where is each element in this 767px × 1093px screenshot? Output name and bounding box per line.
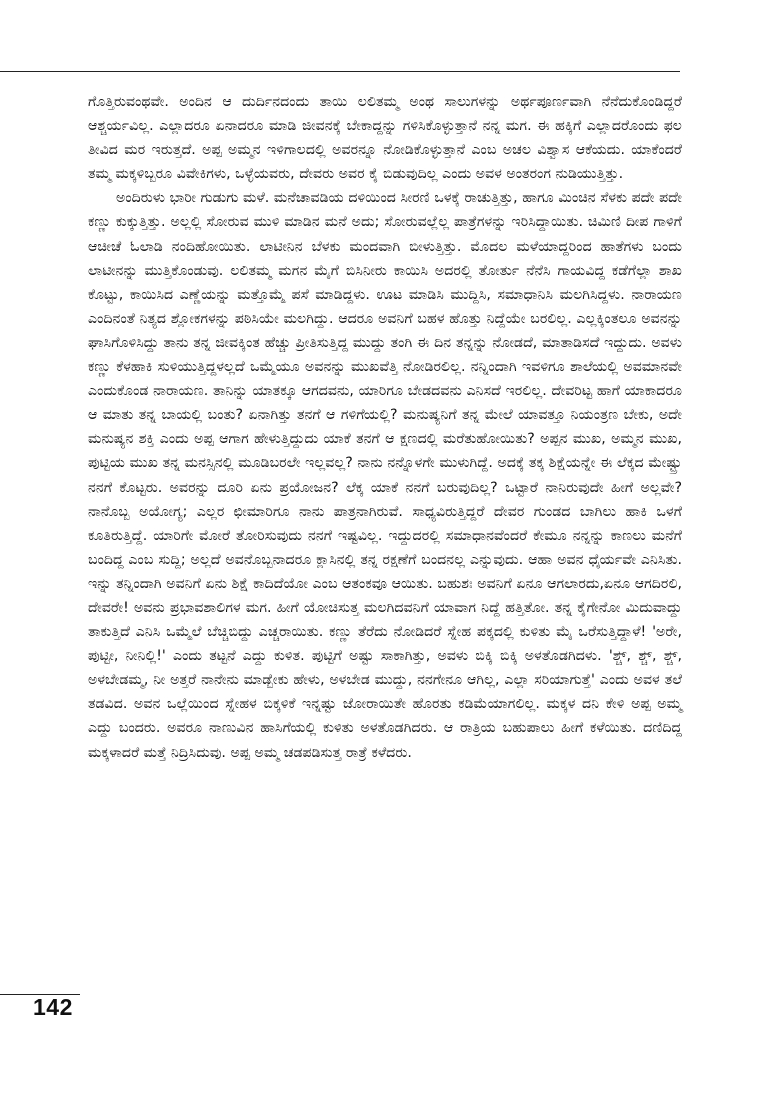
paragraph-1: ಗೊತ್ತಿರುವಂಥವೇ. ಅಂದಿನ ಆ ದುರ್ದಿನದಂದು ತಾಯಿ ಲಲಿತಮ್ಮ ಅಂಥ ಸಾಲುಗಳನ್ನು ಅರ್ಥಪೂರ್ಣವಾಗಿ ನೆನೆದುಕೊಂಡಿದ್ದರೆ ಆಶ್ಚರ್ಯವಿಲ್ಲ. ಎಲ್ಲಾದರೂ ಏನಾದರೂ ಮಾಡಿ ಜೀವನಕ್ಕೆ ಬೇಕಾದ್ದನ್ನು ಗಳಿಸಿಕೊಳ್ಳುತ್ತಾನೆ ನನ್ನ ಮಗ. ಈ ಹಕ್ಕಿಗೆ ಎಲ್ಲಾದರೊಂದು ಫಲ ತೀವಿದ ಮರ ಇರುತ್ತದೆ. ಅಪ್ಪ ಅಮ್ಮನ ಇಳಿಗಾಲದಲ್ಲಿ ಅವರನ್ನೂ ನೋಡಿಕೊಳ್ಳುತ್ತಾನೆ ಎಂಬ ಅಚಲ ವಿಶ್ವಾಸ ಆಕೆಯದು. ಯಾಕೆಂದರೆ ತಮ್ಮ ಮಕ್ಕಳಿಬ್ಬರೂ ವಿವೇಕಿಗಳು, ಒಳ್ಳೆಯವರು, ದೇವರು ಅವರ ಕೈ ಬಿಡುವುದಿಲ್ಲ ಎಂದು ಅವಳ ಅಂತರಂಗ ನುಡಿಯುತ್ತಿತ್ತು. — [88, 94, 682, 183]
page-number: 142 — [33, 994, 73, 1020]
header-rule — [0, 71, 680, 72]
paragraph-2: ಅಂದಿರುಳು ಭಾರೀ ಗುಡುಗು ಮಳೆ. ಮನೆಚಾವಡಿಯ ದಳಿಯಿಂದ ಸೀರಣಿ ಒಳಕ್ಕೆ ರಾಚುತ್ತಿತ್ತು, ಹಾಗೂ ಮಿಂಚಿನ ಸೆಳಕು ಪದೇ ಪದೇ ಕಣ್ಣು ಕುಕ್ಕುತ್ತಿತ್ತು. ಅಲ್ಲಲ್ಲಿ ಸೋರುವ ಮುಳಿ ಮಾಡಿನ ಮನೆ ಅದು; ಸೋರುವಲ್ಲೆಲ್ಲ ಪಾತ್ರೆಗಳನ್ನು ಇರಿಸಿದ್ದಾಯಿತು. ಚಿಮಿಣಿ ದೀಪ ಗಾಳಿಗೆ ಆಚೀಚೆ ಓಲಾಡಿ ನಂದಿಹೋಯಿತು. ಲಾಟೀನಿನ ಬೆಳಕು ಮಂದವಾಗಿ ಬೀಳುತ್ತಿತ್ತು. ಮೊದಲ ಮಳೆಯಾದ್ದರಿಂದ ಹಾತೆಗಳು ಬಂದು ಲಾಟೀನನ್ನು ಮುತ್ತಿಕೊಂಡುವು. ಲಲಿತಮ್ಮ ಮಗನ ಮೈಗೆ ಬಿಸಿನೀರು ಕಾಯಿಸಿ ಅದರಲ್ಲಿ ತೋರ್ತು ನೆನೆಸಿ ಗಾಯವಿದ್ದ ಕಡೆಗೆಲ್ಲಾ ಶಾಖ ಕೊಟ್ಟು, ಕಾಯಿಸಿದ ಎಣ್ಣೆಯನ್ನು ಮತ್ತೊಮ್ಮೆ ಪಸೆ ಮಾಡಿದ್ದಳು. ಊಟ ಮಾಡಿಸಿ ಮುದ್ದಿಸಿ, ಸಮಾಧಾನಿಸಿ ಮಲಗಿಸಿದ್ದಳು. ನಾರಾಯಣ ಎಂದಿನಂತೆ ನಿತ್ಯದ ಶ್ಲೋಕಗಳನ್ನು ಪಠಿಸಿಯೇ ಮಲಗಿದ್ದು. ಆದರೂ ಅವನಿಗೆ ಬಹಳ ಹೊತ್ತು ನಿದ್ದೆಯೇ ಬರಲಿಲ್ಲ. ಎಲ್ಲಕ್ಕಿಂತಲೂ ಅವನನ್ನು ಘಾಸಿಗೊಳಿಸಿದ್ದು ತಾನು ತನ್ನ ಜೀವಕ್ಕಿಂತ ಹೆಚ್ಚು ಪ್ರೀತಿಸುತ್ತಿದ್ದ ಮುದ್ದು ತಂಗಿ ಈ ದಿನ ತನ್ನನ್ನು ನೋಡದೆ, ಮಾತಾಡಿಸದೆ ಇದ್ದುದು. ಅವಳು ಕಣ್ಣು ಕೆಳಹಾಕಿ ಸುಳಿಯುತ್ತಿದ್ದಳಲ್ಲದೆ ಒಮ್ಮೆಯೂ ಅವನನ್ನು ಮುಖವೆತ್ತಿ ನೋಡಿರಲಿಲ್ಲ. ನನ್ನಿಂದಾಗಿ ಇವಳಿಗೂ ಶಾಲೆಯಲ್ಲಿ ಅವಮಾನವೇ ಎಂದುಕೊಂಡ ನಾರಾಯಣ. ತಾನಿನ್ನು ಯಾತಕ್ಕೂ ಆಗದವನು, ಯಾರಿಗೂ ಬೇಡದವನು ಎನಿಸದೆ ಇರಲಿಲ್ಲ. ದೇವರಿಟ್ಟ ಹಾಗೆ ಯಾಕಾದರೂ ಆ ಮಾತು ತನ್ನ ಬಾಯಲ್ಲಿ ಬಂತು? ಏನಾಗಿತ್ತು ತನಗೆ ಆ ಗಳಿಗೆಯಲ್ಲಿ? ಮನುಷ್ಯನಿಗೆ ತನ್ನ ಮೇಲೆ ಯಾವತ್ತೂ ನಿಯಂತ್ರಣ ಬೇಕು, ಅದೇ ಮನುಷ್ಯನ ಶಕ್ತಿ ಎಂದು ಅಪ್ಪ ಆಗಾಗ ಹೇಳುತ್ತಿದ್ದುದು ಯಾಕೆ ತನಗೆ ಆ ಕ್ಷಣದಲ್ಲಿ ಮರೆತುಹೋಯಿತು? ಅಪ್ಪನ ಮುಖ, ಅಮ್ಮನ ಮುಖ, ಪುಟ್ಟಿಯ ಮುಖ ತನ್ನ ಮನಸ್ಸಿನಲ್ಲಿ ಮೂಡಿಬರಲೇ ಇಲ್ಲವಲ್ಲ? ನಾನು ನನ್ನೊಳಗೇ ಮುಳುಗಿದ್ದೆ. ಅದಕ್ಕೆ ತಕ್ಕ ಶಿಕ್ಷೆಯನ್ನೇ ಈ ಲೆಕ್ಕದ ಮೇಷ್ಟ್ರು ನನಗೆ ಕೊಟ್ಟರು. ಅವರನ್ನು ದೂರಿ ಏನು ಪ್ರಯೋಜನ? ಲೆಕ್ಕ ಯಾಕೆ ನನಗೆ ಬರುವುದಿಲ್ಲ? ಒಟ್ಟಾರೆ ನಾನಿರುವುದೇ ಹೀಗೆ ಅಲ್ಲವೇ? ನಾನೊಬ್ಬ ಅಯೋಗ್ಯ; ಎಲ್ಲರ ಛೀಮಾರಿಗೂ ನಾನು ಪಾತ್ರನಾಗಿರುವೆ. ಸಾಧ್ಯವಿರುತ್ತಿದ್ದರೆ ದೇವರ ಗುಂಡದ ಬಾಗಿಲು ಹಾಕಿ ಒಳಗೆ ಕೂತಿರುತ್ತಿದ್ದೆ. ಯಾರಿಗೇ ಮೋರೆ ತೋರಿಸುವುದು ನನಗೆ ಇಷ್ಟವಿಲ್ಲ. ಇದ್ದುದರಲ್ಲಿ ಸಮಾಧಾನವೆಂದರೆ ಕೇಮೂ ನನ್ನನ್ನು ಕಾಣಲು ಮನೆಗೆ ಬಂದಿದ್ದ ಎಂಬ ಸುದ್ದಿ; ಅಲ್ಲದೆ ಅವನೊಬ್ಬನಾದರೂ ಕ್ಲಾಸಿನಲ್ಲಿ ತನ್ನ ರಕ್ಷಣೆಗೆ ಬಂದನಲ್ಲ ಎನ್ನುವುದು. ಆಹಾ ಅವನ ಧೈರ್ಯವೇ ಎನಿಸಿತು. ಇನ್ನು ತನ್ನಿಂದಾಗಿ ಅವನಿಗೆ ಏನು ಶಿಕ್ಷೆ ಕಾದಿದೆಯೋ ಎಂಬ ಆತಂಕವೂ ಆಯಿತು. ಬಹುಶಃ ಅವನಿಗೆ ಏನೂ ಆಗಲಾರದು,ಏನೂ ಆಗದಿರಲಿ, ದೇವರೇ! ಅವನು ಪ್ರಭಾವಶಾಲಿಗಳ ಮಗ. ಹೀಗೆ ಯೋಚಿಸುತ್ತ ಮಲಗಿದವನಿಗೆ ಯಾವಾಗ ನಿದ್ದೆ ಹತ್ತಿತೋ. ತನ್ನ ಕೈಗೇನೋ ಮಿದುವಾದ್ದು ತಾಕುತ್ತಿದೆ ಎನಿಸಿ ಒಮ್ಮೆಲೆ ಬೆಚ್ಚಿಬಿದ್ದು ಎಚ್ಚರಾಯಿತು. ಕಣ್ಣು ತೆರೆದು ನೋಡಿದರೆ ಸ್ನೇಹ ಪಕ್ಕದಲ್ಲಿ ಕುಳಿತು ಮೈ ಒರೆಸುತ್ತಿದ್ದಾಳೆ! 'ಅರೇ, ಪುಟ್ಟೀ, ನೀನಿಲ್ಲಿ!' ಎಂದು ತಟ್ಟನೆ ಎದ್ದು ಕುಳಿತ. ಪುಟ್ಟಿಗೆ ಅಷ್ಟು ಸಾಕಾಗಿತ್ತು, ಅವಳು ಬಿಕ್ಕಿ ಬಿಕ್ಕಿ ಅಳತೊಡಗಿದಳು. 'ಶ್ಚ್, ಶ್ಚ್, ಶ್ಚ್, ಅಳಬೇಡಮ್ಮ, ನೀ ಅತ್ತರೆ ನಾನೇನು ಮಾಡ್ಬೇಕು ಹೇಳು, ಅಳಬೇಡ ಮುದ್ದು, ನನಗೇನೂ ಆಗಿಲ್ಲ, ಎಲ್ಲಾ ಸರಿಯಾಗುತ್ತೆ' ಎಂದು ಅವಳ ತಲೆ ತಡವಿದ. ಅವನ ಒಲ್ಲೆಯಿಂದ ಸ್ನೇಹಳ ಬಿಕ್ಕಳಿಕೆ ಇನ್ನಷ್ಟು ಜೋರಾಯಿತೇ ಹೊರತು ಕಡಿಮೆಯಾಗಲಿಲ್ಲ. ಮಕ್ಕಳ ದನಿ ಕೇಳಿ ಅಪ್ಪ ಅಮ್ಮ ಎದ್ದು ಬಂದರು. ಅವರೂ ನಾಣುವಿನ ಹಾಸಿಗೆಯಲ್ಲಿ ಕುಳಿತು ಅಳತೊಡಗಿದರು. ಆ ರಾತ್ರಿಯ ಬಹುಪಾಲು ಹೀಗೆ ಕಳೆಯಿತು. ದಣಿದಿದ್ದ ಮಕ್ಕಳಾದರೆ ಮತ್ತೆ ನಿದ್ರಿಸಿದುವು. ಅಪ್ಪ ಅಮ್ಮ ಚಡಪಡಿಸುತ್ತ ರಾತ್ರೆ ಕಳೆದರು. — [88, 190, 683, 761]
body-text — [88, 90, 682, 765]
